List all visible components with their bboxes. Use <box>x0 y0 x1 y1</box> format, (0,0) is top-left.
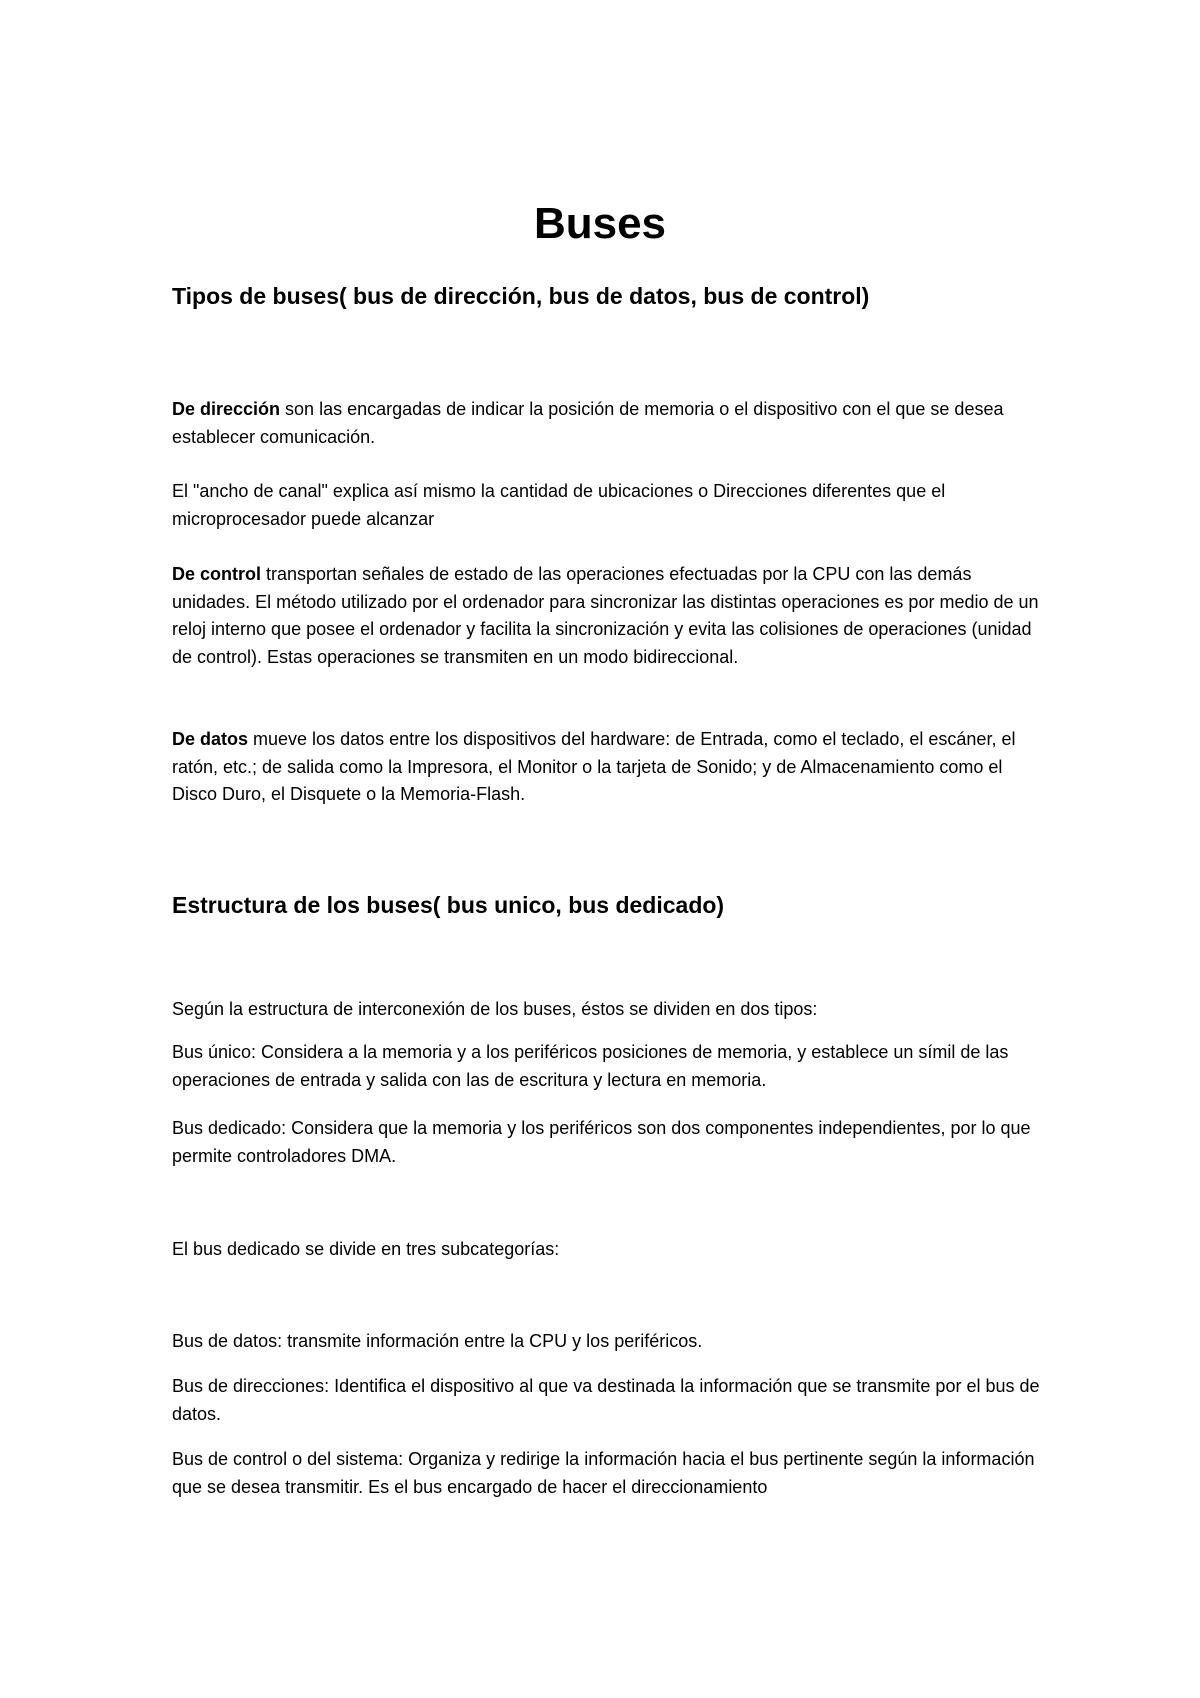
paragraph-ancho-de-canal: El "ancho de canal" explica así mismo la cantidad de ubicaciones o Direcciones diferentes que el microprocesador puede alcanzar <box>172 481 946 529</box>
paragraph-bus-de-datos: Bus de datos: transmite información entre la CPU y los periféricos. <box>172 1331 703 1351</box>
term-de-direccion: De dirección <box>172 399 281 419</box>
term-de-datos: De datos <box>172 729 249 749</box>
paragraph-subcategorias: El bus dedicado se divide en tres subcategorías: <box>172 1239 560 1259</box>
paragraph-bus-de-control: Bus de control o del sistema: Organiza y redirige la información hacia el bus pertinente según la información que se desea transmitir. Es el bus encargado de hacer el direccionamiento <box>172 1449 1035 1497</box>
document-title: Buses <box>533 199 667 248</box>
paragraph-segun-estructura: Según la estructura de interconexión de los buses, éstos se dividen en dos tipos: <box>172 999 818 1019</box>
paragraph-bus-dedicado: Bus dedicado: Considera que la memoria y los periféricos son dos componentes independientes, por lo que permite controladores DMA. <box>172 1118 1031 1166</box>
paragraph-text: mueve los datos entre los dispositivos del hardware: de Entrada, como el teclado, el escáner, el ratón, etc.; de salida como la Impresora, el Monitor o la tarjeta de Sonido; y de Almacenamiento como el Disco Duro, el Disquete o la Memoria-Flash. <box>172 729 1016 804</box>
paragraph-text: son las encargadas de indicar la posición de memoria o el dispositivo con el que se desea establecer comunicación. <box>172 399 1004 447</box>
term-de-control: De control <box>172 564 262 584</box>
paragraph-bus-de-direcciones: Bus de direcciones: Identifica el dispositivo al que va destinada la información que se transmite por el bus de datos. <box>172 1376 1040 1424</box>
section-heading-estructura-de-los-buses: Estructura de los buses( bus unico, bus dedicado) <box>172 892 725 918</box>
paragraph-de-direccion <box>172 396 1052 451</box>
paragraph-text: transportan señales de estado de las operaciones efectuadas por la CPU con las demás unidades. El método utilizado por el ordenador para sincronizar las distintas operaciones es por medio de un reloj interno que posee el ordenador y facilita la sincronización y evita las colisiones de operaciones (unidad de control). Estas operaciones se transmiten en un modo bidireccional. <box>172 564 1039 667</box>
paragraph-de-datos <box>172 726 1052 809</box>
section-heading-tipos-de-buses: Tipos de buses( bus de dirección, bus de datos, bus de control) <box>172 283 870 309</box>
paragraph-de-control <box>172 561 1052 671</box>
paragraph-bus-unico: Bus único: Considera a la memoria y a los periféricos posiciones de memoria, y establece un símil de las operaciones de entrada y salida con las de escritura y lectura en memoria. <box>172 1042 1009 1090</box>
